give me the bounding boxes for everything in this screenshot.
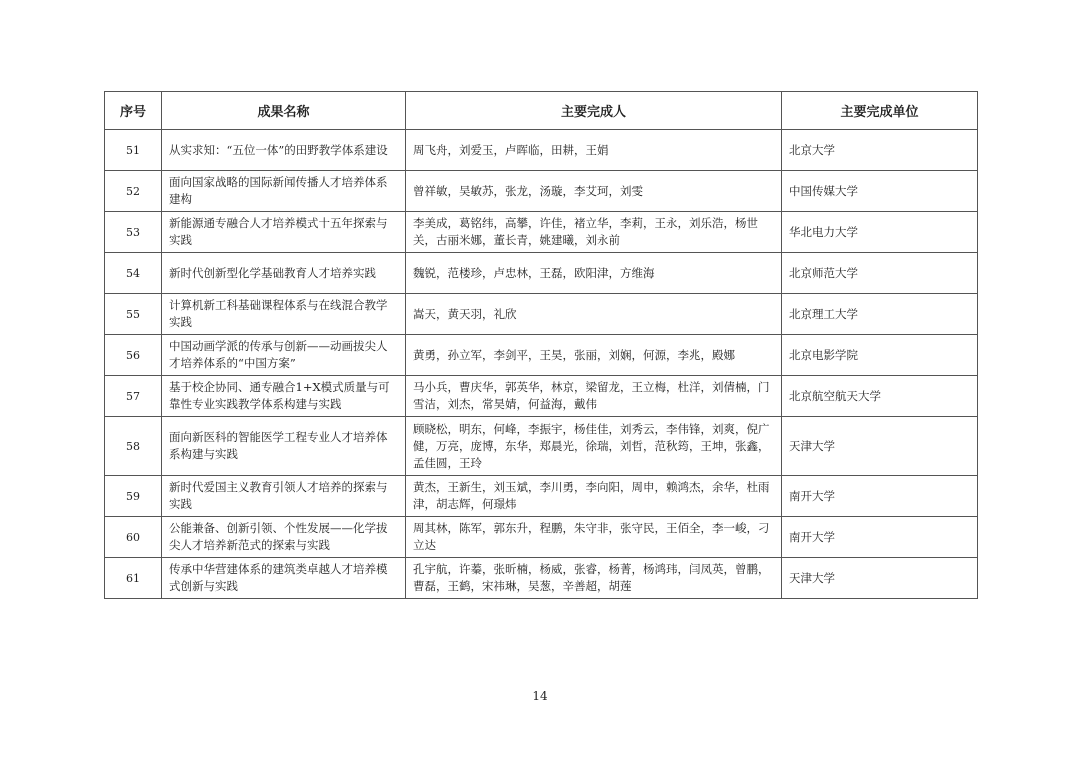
serial-number: 51 bbox=[105, 130, 162, 171]
table-row bbox=[105, 212, 978, 253]
achievement-name: 从实求知：“五位一体”的田野教学体系建设 bbox=[162, 130, 406, 171]
main-unit: 北京理工大学 bbox=[782, 294, 978, 335]
main-unit: 天津大学 bbox=[782, 558, 978, 599]
main-unit: 华北电力大学 bbox=[782, 212, 978, 253]
main-unit: 南开大学 bbox=[782, 517, 978, 558]
table-row bbox=[105, 558, 978, 599]
main-contributors: 马小兵，曹庆华，郭英华，林京，梁留龙，王立梅，杜洋，刘倩楠，门雪洁，刘杰，常昊婧，何益海，戴伟 bbox=[406, 376, 782, 417]
main-contributors: 周其林，陈军，郭东升，程鹏，朱守非，张守民，王佰全，李一峻，刁立达 bbox=[406, 517, 782, 558]
achievement-name: 传承中华营建体系的建筑类卓越人才培养模式创新与实践 bbox=[162, 558, 406, 599]
header-achievement-name: 成果名称 bbox=[162, 92, 406, 130]
serial-number: 53 bbox=[105, 212, 162, 253]
table-row bbox=[105, 417, 978, 476]
achievements-table bbox=[104, 91, 978, 599]
table-row bbox=[105, 253, 978, 294]
main-contributors: 孔宇航，许蓁，张昕楠，杨威，张睿，杨菁，杨鸿玮，闫凤英，曾鹏，曹磊，王鹤，宋祎琳，吴葱，辛善超，胡莲 bbox=[406, 558, 782, 599]
serial-number: 57 bbox=[105, 376, 162, 417]
main-unit: 北京大学 bbox=[782, 130, 978, 171]
main-contributors: 周飞舟，刘爱玉，卢晖临，田耕，王娟 bbox=[406, 130, 782, 171]
header-row bbox=[105, 92, 978, 130]
serial-number: 58 bbox=[105, 417, 162, 476]
header-main-contributors: 主要完成人 bbox=[406, 92, 782, 130]
table-row bbox=[105, 517, 978, 558]
page-number: 14 bbox=[532, 689, 548, 703]
achievement-name: 新时代创新型化学基础教育人才培养实践 bbox=[162, 253, 406, 294]
achievement-name: 面向国家战略的国际新闻传播人才培养体系建构 bbox=[162, 171, 406, 212]
main-unit: 北京航空航天大学 bbox=[782, 376, 978, 417]
serial-number: 56 bbox=[105, 335, 162, 376]
main-contributors: 黄杰，王新生，刘玉斌，李川勇，李向阳，周申，赖鸿杰，余华，杜雨津，胡志辉，何璟炜 bbox=[406, 476, 782, 517]
table-row bbox=[105, 335, 978, 376]
serial-number: 54 bbox=[105, 253, 162, 294]
achievement-name: 中国动画学派的传承与创新——动画拔尖人才培养体系的“中国方案” bbox=[162, 335, 406, 376]
main-contributors: 李美成，葛铭纬，高攀，许佳，褚立华，李莉，王永，刘乐浩，杨世关，古丽米娜，董长青，姚建曦，刘永前 bbox=[406, 212, 782, 253]
table-row bbox=[105, 376, 978, 417]
main-unit: 北京电影学院 bbox=[782, 335, 978, 376]
main-contributors: 嵩天，黄天羽，礼欣 bbox=[406, 294, 782, 335]
table-row bbox=[105, 476, 978, 517]
table-row bbox=[105, 130, 978, 171]
achievement-name: 新能源通专融合人才培养模式十五年探索与实践 bbox=[162, 212, 406, 253]
achievement-name: 公能兼备、创新引领、个性发展——化学拔尖人才培养新范式的探索与实践 bbox=[162, 517, 406, 558]
serial-number: 60 bbox=[105, 517, 162, 558]
achievement-name: 新时代爱国主义教育引领人才培养的探索与实践 bbox=[162, 476, 406, 517]
achievement-name: 计算机新工科基础课程体系与在线混合教学实践 bbox=[162, 294, 406, 335]
serial-number: 61 bbox=[105, 558, 162, 599]
table-row bbox=[105, 171, 978, 212]
main-unit: 南开大学 bbox=[782, 476, 978, 517]
main-unit: 中国传媒大学 bbox=[782, 171, 978, 212]
main-contributors: 曾祥敏，吴敏苏，张龙，汤璇，李艾珂，刘雯 bbox=[406, 171, 782, 212]
main-contributors: 顾晓松，明东，何峰，李振宇，杨佳佳，刘秀云，李伟锋，刘爽，倪广健，万亮，庞博，东华，郑晨光，徐瑞，刘哲，范秋筠，王坤，张鑫，孟佳圆，王玲 bbox=[406, 417, 782, 476]
main-contributors: 魏锐，范楼珍，卢忠林，王磊，欧阳津，方维海 bbox=[406, 253, 782, 294]
main-unit: 天津大学 bbox=[782, 417, 978, 476]
serial-number: 55 bbox=[105, 294, 162, 335]
main-contributors: 黄勇，孙立军，李剑平，王昊，张丽，刘娴，何源，李兆，殿娜 bbox=[406, 335, 782, 376]
serial-number: 59 bbox=[105, 476, 162, 517]
header-serial-number: 序号 bbox=[105, 92, 162, 130]
serial-number: 52 bbox=[105, 171, 162, 212]
achievement-name: 基于校企协同、通专融合1+X模式质量与可靠性专业实践教学体系构建与实践 bbox=[162, 376, 406, 417]
main-unit: 北京师范大学 bbox=[782, 253, 978, 294]
header-main-units: 主要完成单位 bbox=[782, 92, 978, 130]
table-row bbox=[105, 294, 978, 335]
achievement-name: 面向新医科的智能医学工程专业人才培养体系构建与实践 bbox=[162, 417, 406, 476]
